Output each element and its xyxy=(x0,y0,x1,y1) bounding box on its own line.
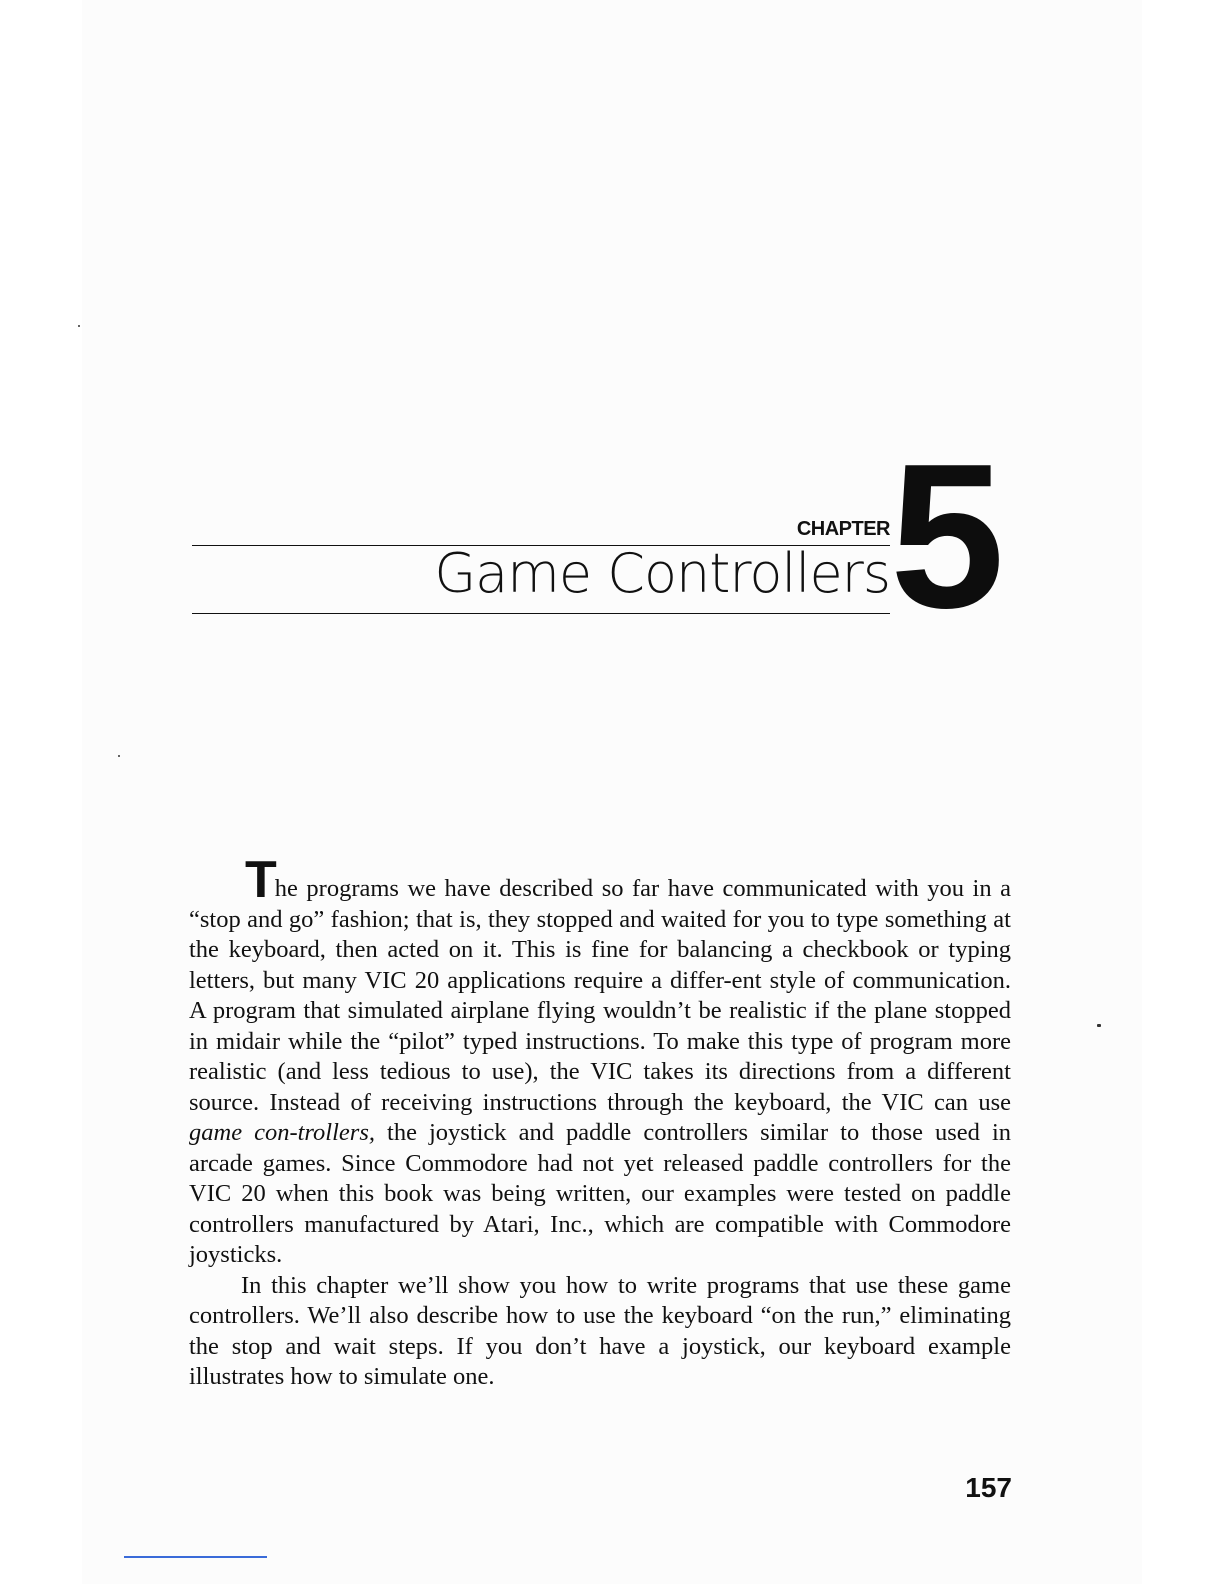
paragraph-1-text-end: the joystick and paddle controllers similar to those used in arcade games. Since Commodore had not yet released paddle controllers for the VIC 20 when this book was being written, our examples were tested on paddle controllers manufactured by Atari, Inc., which are compatible with Commodore joysticks. xyxy=(189,1119,1011,1268)
paragraph-1-text: he programs we have described so far have communicated with you in a “stop and go” fashion; that is, they stopped and waited for you to type something at the keyboard, then acted on it. This is fine for balancing a checkbook or typing letters, but many VIC 20 applications require a differ-ent style of communication. A program that simulated airplane flying wouldn’t be realistic if the plane stopped in midair while the “pilot” typed instructions. To make this type of program more realistic (and less tedious to use), the VIC takes its directions from a different source. Instead of receiving instructions through the keyboard, the VIC can use xyxy=(189,875,1011,1116)
chapter-number: 5 xyxy=(890,421,999,651)
bottom-underline xyxy=(124,1556,267,1558)
drop-cap: T xyxy=(245,851,275,909)
heading-rule-bottom xyxy=(192,613,890,614)
paragraph-1 xyxy=(189,851,1011,1271)
chapter-title: Game Controllers xyxy=(434,542,890,605)
scan-speck xyxy=(1097,1024,1101,1027)
chapter-heading xyxy=(192,421,1022,651)
paragraph-1-italic-term: game con-trollers, xyxy=(189,1119,375,1146)
scan-speck xyxy=(118,755,120,757)
chapter-label: CHAPTER xyxy=(796,518,890,540)
scan-speck xyxy=(78,325,80,327)
page-number: 157 xyxy=(965,1472,1012,1503)
body-text xyxy=(189,851,1011,1393)
paragraph-2: In this chapter we’ll show you how to write programs that use these game controllers. We’ll also describe how to use the keyboard “on the run,” eliminating the stop and wait steps. If you don’t have a joystick, our keyboard example illustrates how to simulate one. xyxy=(189,1271,1011,1390)
